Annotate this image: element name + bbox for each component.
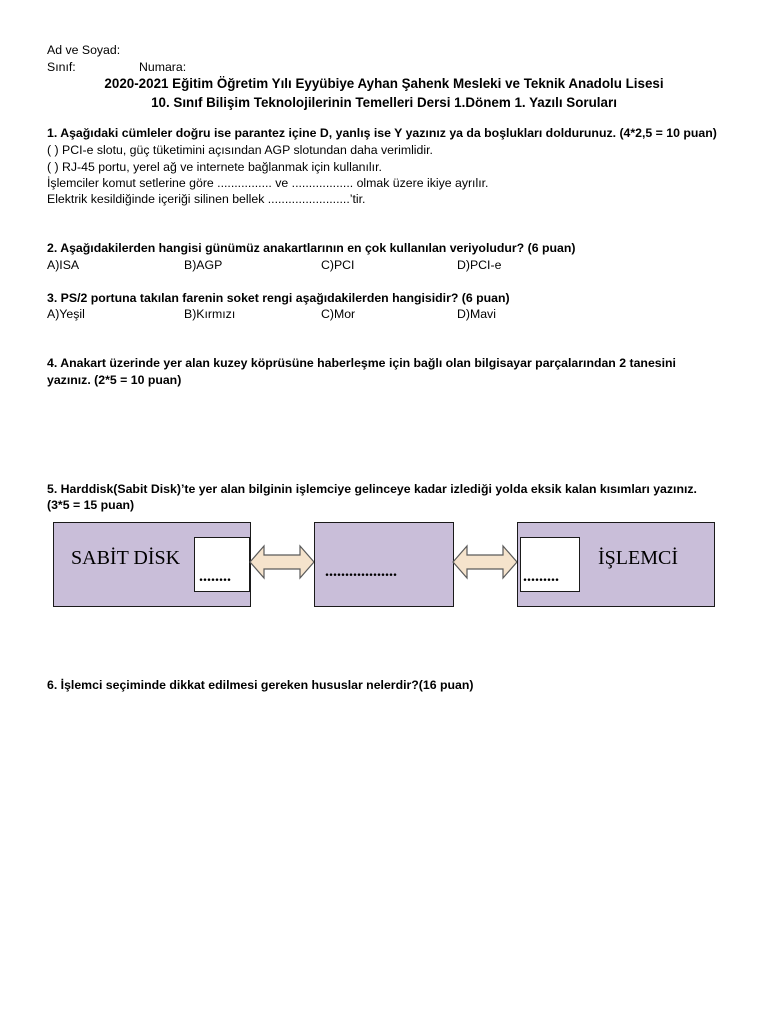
q3-option-d: D)Mavi [457,307,496,321]
double-arrow-shape [453,546,517,578]
question-4-line1: 4. Anakart üzerinde yer alan kuzey köprüsüne haberleşme için bağlı olan bilgisayar parçalarından 2 tanesini [47,356,676,370]
question-3: 3. PS/2 portuna takılan farenin soket rengi aşağıdakilerden hangisidir? (6 puan) [47,291,510,305]
question-6: 6. İşlemci seçiminde dikkat edilmesi gereken hususlar nelerdir?(16 puan) [47,678,474,692]
middle-blank: .................. [325,563,397,580]
hard-disk-blank: ........ [199,568,231,585]
q3-option-a: A)Yeşil [47,307,85,321]
processor-label: İŞLEMCİ [598,547,678,569]
exam-title-line1: 2020-2021 Eğitim Öğretim Yılı Eyyübiye Ayhan Şahenk Mesleki ve Teknik Anadolu Lisesi [104,76,664,91]
name-label: Ad ve Soyad: [47,43,121,57]
question-5-line2: (3*5 = 15 puan) [47,498,135,512]
question-5-line1: 5. Harddisk(Sabit Disk)’te yer alan bilginin işlemciye gelinceye kadar izlediği yolda eksik kalan kısımları yazınız. [47,482,697,496]
q2-option-b: B)AGP [184,258,223,272]
double-arrow-left [249,544,315,580]
q2-option-a: A)ISA [47,258,80,272]
processor-box [517,522,715,607]
processor-blank-box [520,537,580,592]
q3-option-c: C)Mor [321,307,356,321]
class-label: Sınıf: [47,60,76,74]
number-label: Numara: [139,60,187,74]
double-arrow-right [452,544,518,580]
question-2: 2. Aşağıdakilerden hangisi günümüz anakartlarının en çok kullanılan veriyoludur? (6 puan) [47,241,576,255]
middle-component-box [314,522,454,607]
exam-title-line2: 10. Sınıf Bilişim Teknolojilerinin Temelleri Dersi 1.Dönem 1. Yazılı Soruları [151,95,617,110]
processor-blank: ......... [523,568,559,585]
question-4-line2: yazınız. (2*5 = 10 puan) [47,373,182,387]
question-1: 1. Aşağıdaki cümleler doğru ise parantez içine D, yanlış ise Y yazınız ya da boşlukları doldurunuz. (4*2,5 = 10 puan) [47,126,717,140]
q3-option-b: B)Kırmızı [184,307,236,321]
q1-item-2: ( ) RJ-45 portu, yerel ağ ve internete bağlanmak için kullanılır. [47,160,382,174]
q1-item-4: Elektrik kesildiğinde içeriği silinen bellek ........................’tir. [47,192,366,206]
hard-disk-box [53,522,251,607]
q2-option-c: C)PCI [321,258,355,272]
q1-item-1: ( ) PCI-e slotu, güç tüketimini açısından AGP slotundan daha verimlidir. [47,143,433,157]
q1-item-3: İşlemciler komut setlerine göre ................ ve .................. olmak üzere ikiye ayrılır. [47,176,489,190]
hard-disk-blank-box [194,537,250,592]
q2-option-d: D)PCI-e [457,258,502,272]
double-arrow-shape [250,546,314,578]
hard-disk-label: SABİT DİSK [71,547,181,569]
